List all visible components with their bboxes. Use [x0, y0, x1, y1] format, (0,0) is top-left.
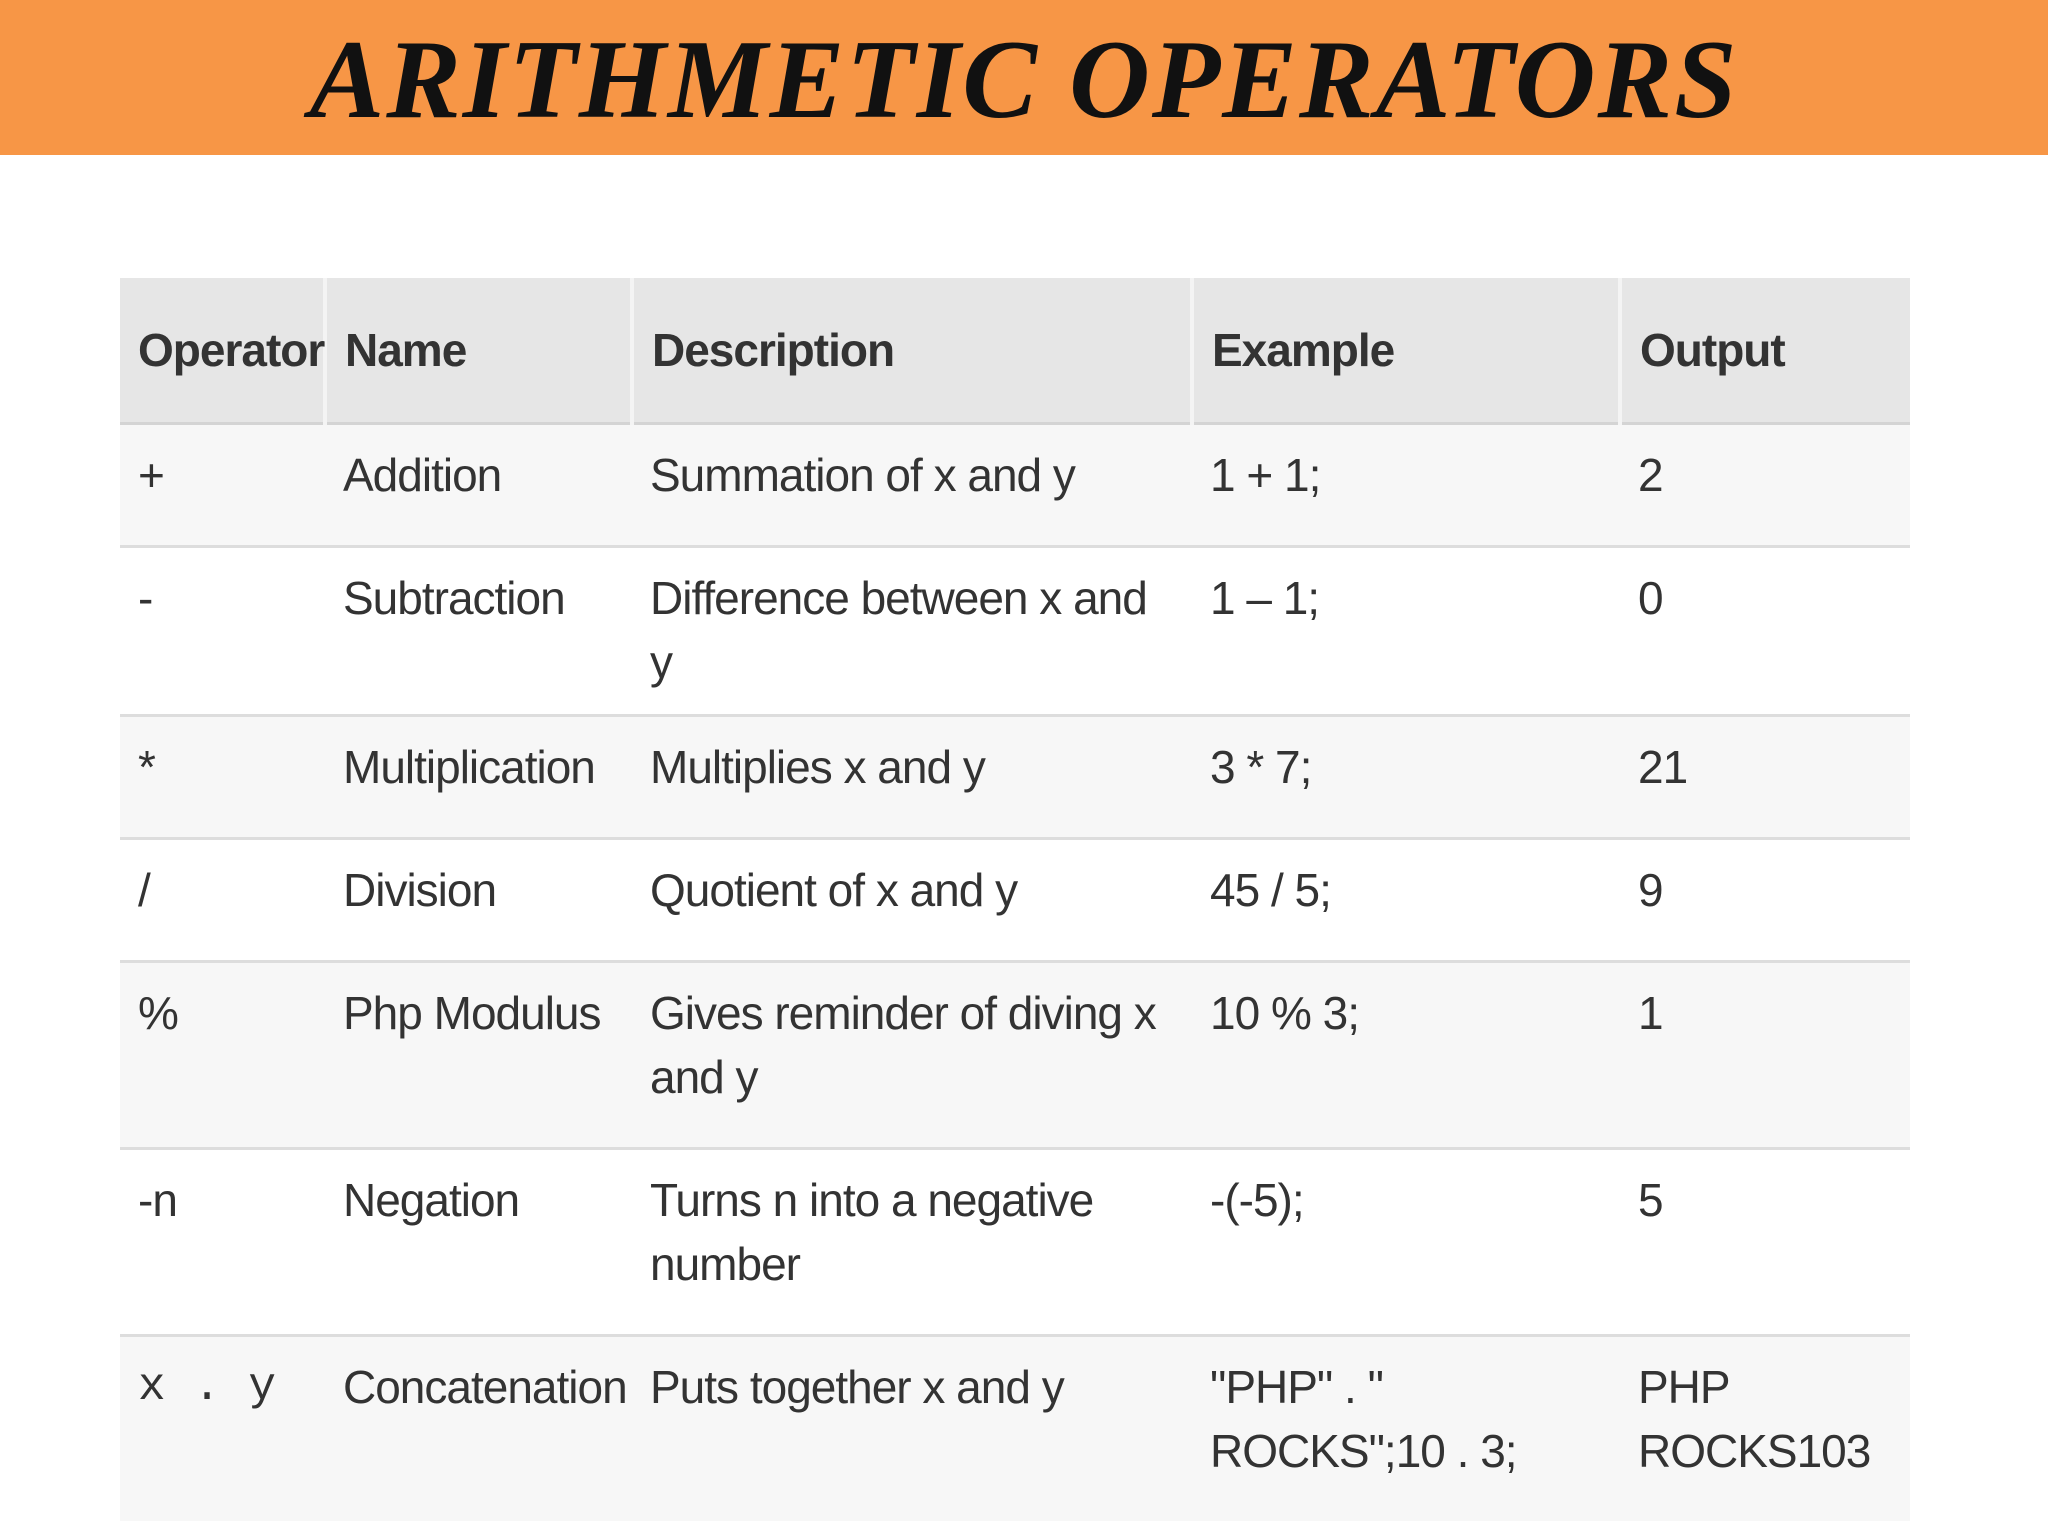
- cell-name: Php Modulus: [325, 962, 632, 1149]
- cell-operator: *: [120, 716, 325, 839]
- table-row: [120, 962, 1910, 1149]
- table-row: [120, 1149, 1910, 1336]
- page-title: ARITHMETIC OPERATORS: [309, 17, 1739, 142]
- cell-example: 45 / 5;: [1192, 839, 1620, 962]
- cell-output: 5: [1620, 1149, 1910, 1336]
- header-output: Output: [1620, 278, 1910, 424]
- cell-output: 2: [1620, 424, 1910, 547]
- cell-name: Concatenation: [325, 1336, 632, 1522]
- cell-operator: -: [120, 547, 325, 716]
- cell-operator: +: [120, 424, 325, 547]
- cell-output: 9: [1620, 839, 1910, 962]
- cell-name: Multiplication: [325, 716, 632, 839]
- title-banner: [0, 0, 2048, 155]
- header-example: Example: [1192, 278, 1620, 424]
- cell-description: Quotient of x and y: [632, 839, 1192, 962]
- cell-name: Subtraction: [325, 547, 632, 716]
- cell-example: 1 + 1;: [1192, 424, 1620, 547]
- cell-operator: /: [120, 839, 325, 962]
- operators-table-container: [120, 278, 1910, 1521]
- header-operator: Operator: [120, 278, 325, 424]
- cell-description: Turns n into a negative number: [632, 1149, 1192, 1336]
- cell-name: Addition: [325, 424, 632, 547]
- header-description: Description: [632, 278, 1192, 424]
- cell-output: 1: [1620, 962, 1910, 1149]
- cell-name: Negation: [325, 1149, 632, 1336]
- table-header-row: [120, 278, 1910, 424]
- cell-operator: -n: [120, 1149, 325, 1336]
- table-row: [120, 716, 1910, 839]
- cell-description: Puts together x and y: [632, 1336, 1192, 1522]
- cell-operator: x . y: [120, 1336, 325, 1522]
- cell-example: 3 * 7;: [1192, 716, 1620, 839]
- cell-description: Gives reminder of diving x and y: [632, 962, 1192, 1149]
- table-row: [120, 424, 1910, 547]
- table-row: [120, 839, 1910, 962]
- cell-example: 10 % 3;: [1192, 962, 1620, 1149]
- table-row: [120, 547, 1910, 716]
- cell-description: Summation of x and y: [632, 424, 1192, 547]
- cell-example: -(-5);: [1192, 1149, 1620, 1336]
- table-row: [120, 1336, 1910, 1522]
- header-name: Name: [325, 278, 632, 424]
- operators-table: [120, 278, 1910, 1521]
- cell-output: 21: [1620, 716, 1910, 839]
- cell-example: "PHP" . " ROCKS";10 . 3;: [1192, 1336, 1620, 1522]
- cell-example: 1 – 1;: [1192, 547, 1620, 716]
- cell-output: PHP ROCKS103: [1620, 1336, 1910, 1522]
- cell-name: Division: [325, 839, 632, 962]
- cell-description: Difference between x and y: [632, 547, 1192, 716]
- cell-operator: %: [120, 962, 325, 1149]
- cell-output: 0: [1620, 547, 1910, 716]
- cell-description: Multiplies x and y: [632, 716, 1192, 839]
